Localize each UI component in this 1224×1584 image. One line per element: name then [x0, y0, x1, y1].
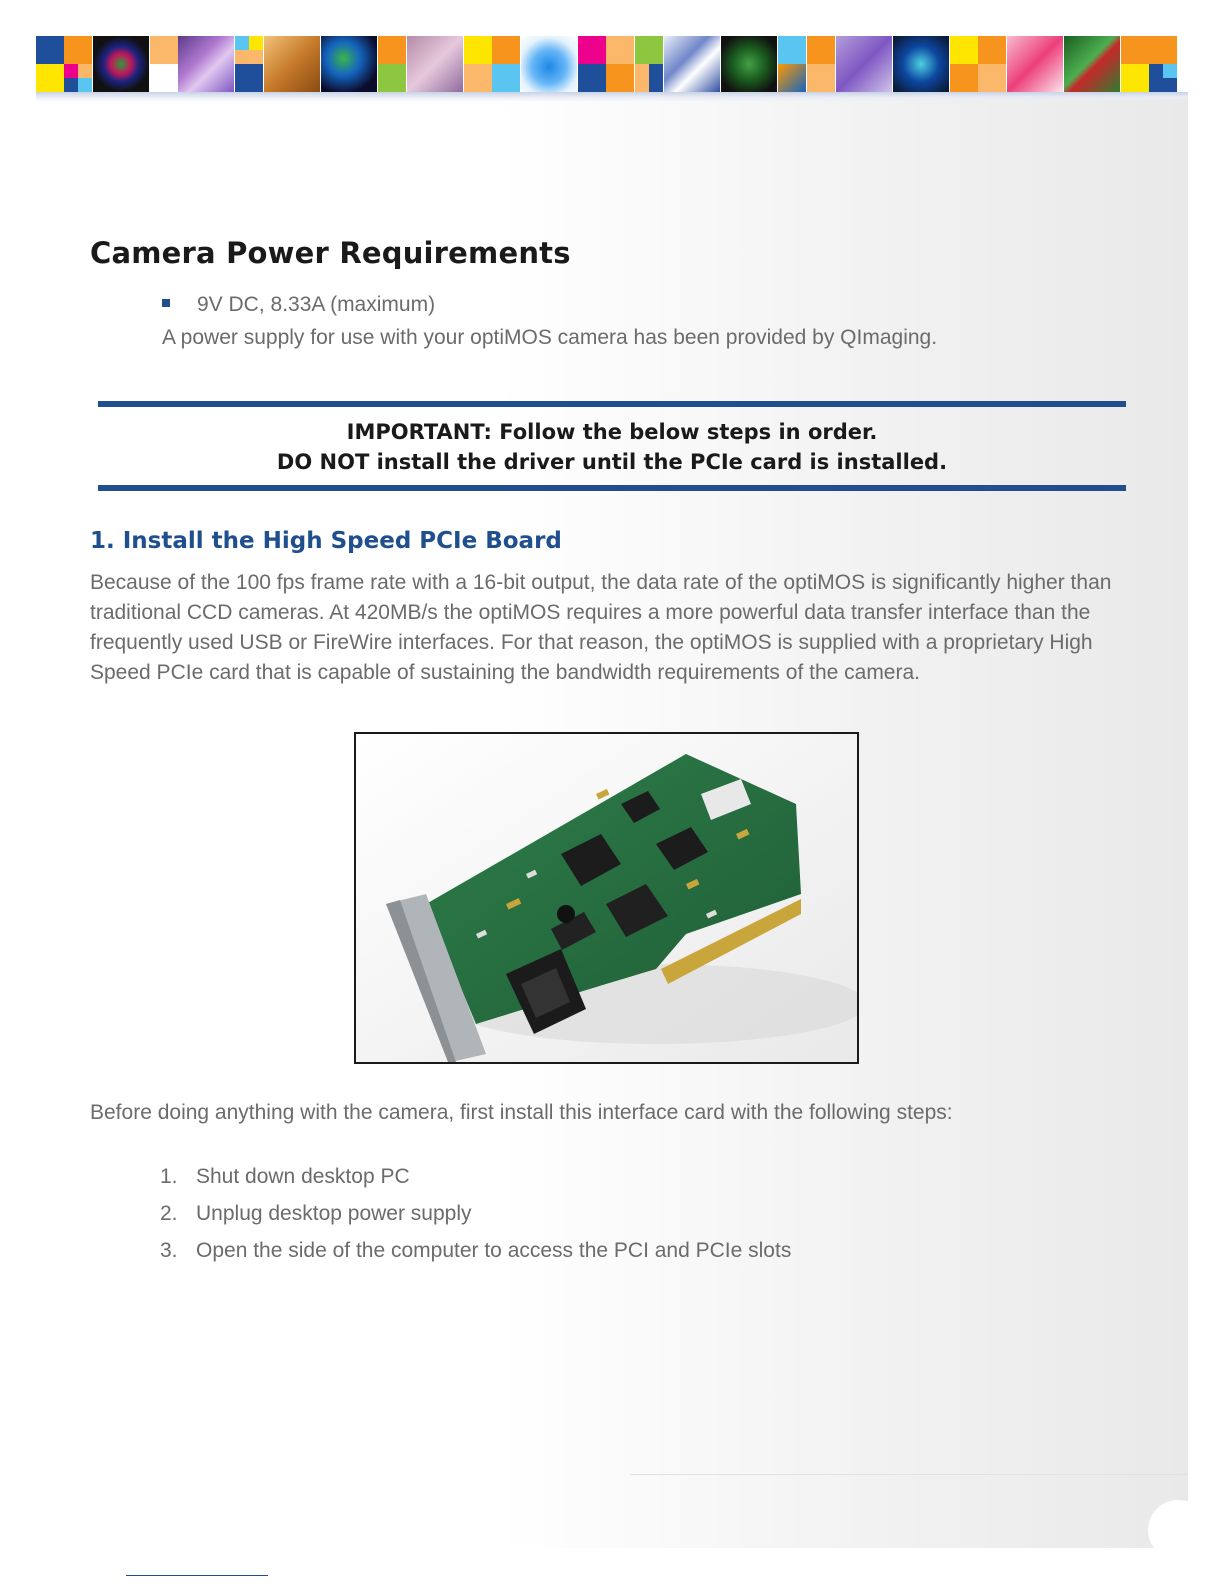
- step-text: Shut down desktop PC: [196, 1165, 410, 1188]
- step-number: 3.: [160, 1239, 178, 1262]
- before-steps-text: Before doing anything with the camera, first install this interface card with the following steps:: [90, 1101, 953, 1124]
- install-pcie-heading: 1. Install the High Speed PCIe Board: [90, 528, 562, 554]
- power-supply-note: A power supply for use with your optiMOS camera has been provided by QImaging.: [162, 326, 938, 349]
- step-number: 1.: [160, 1165, 178, 1188]
- list-item: [160, 1239, 791, 1276]
- important-callout: [98, 401, 1126, 491]
- power-requirements-heading: Camera Power Requirements: [90, 236, 571, 270]
- list-item: [160, 1165, 791, 1202]
- step-number: 2.: [160, 1202, 178, 1225]
- list-item: [160, 1202, 791, 1239]
- square-bullet-icon: [162, 299, 170, 307]
- power-spec-bullet: [162, 292, 435, 318]
- install-pcie-paragraph: Because of the 100 fps frame rate with a 16-bit output, the data rate of the optiMOS is significantly higher than traditional CCD cameras. At 420MB/s the optiMOS requires a more powerful data transfer interface than the frequently used USB or FireWire interfaces. For that reason, the optiMOS is supplied with a proprietary High Speed PCIe card that is capable of sustaining the bandwidth requirements of the camera.: [90, 571, 1112, 684]
- step-text: Open the side of the computer to access the PCI and PCIe slots: [196, 1239, 792, 1262]
- power-spec-text: 9V DC, 8.33A (maximum): [197, 293, 436, 316]
- important-line-2: DO NOT install the driver until the PCIe card is installed.: [276, 450, 948, 474]
- step-text: Unplug desktop power supply: [196, 1202, 472, 1225]
- install-steps-list: [160, 1165, 791, 1276]
- pcie-card-photo-icon: [354, 732, 859, 1064]
- important-line-1: IMPORTANT: Follow the below steps in order.: [346, 420, 878, 444]
